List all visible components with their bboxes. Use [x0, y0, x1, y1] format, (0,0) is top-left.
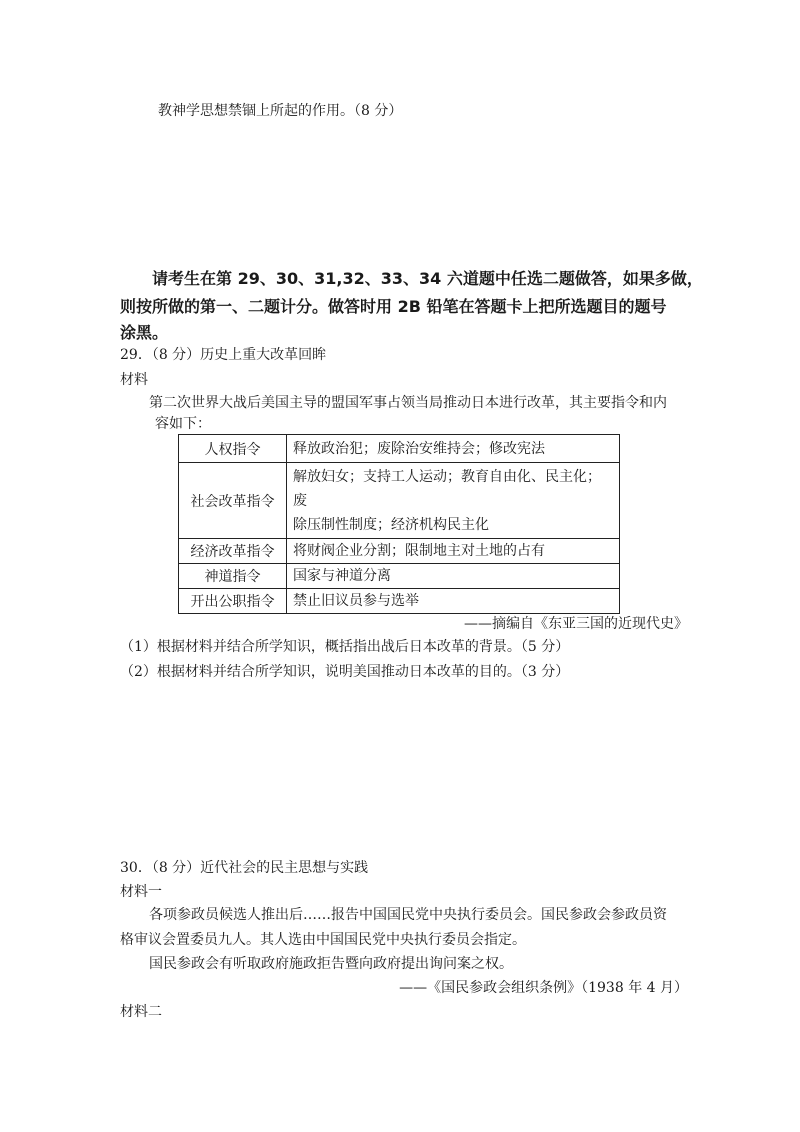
material-label: 材料 — [120, 372, 148, 388]
instruction-line-3: 涂黑。 — [120, 323, 169, 342]
directive-name: 社会改革指令 — [179, 463, 287, 539]
directive-name: 经济改革指令 — [179, 539, 287, 564]
question-30-title: 30．（8 分）近代社会的民主思想与实践 — [120, 860, 369, 876]
table-row — [179, 539, 620, 564]
directive-name: 开出公职指令 — [179, 589, 287, 614]
directives-table — [178, 434, 620, 614]
material-one-label: 材料一 — [120, 884, 162, 900]
sub-question-2: （2）根据材料并结合所学知识，说明美国推动日本改革的目的。（3 分） — [120, 664, 570, 680]
instruction-line-2: 则按所做的第一、二题计分。做答时用 2B 铅笔在答题卡上把所选题目的题号 — [120, 297, 667, 316]
directive-name: 神道指令 — [179, 564, 287, 589]
directive-content: 将财阀企业分割；限制地主对土地的占有 — [287, 539, 620, 564]
material-one-text-line-1: 各项参政员候选人推出后……报告中国国民党中央执行委员会。国民参政会参政员资 — [149, 907, 667, 923]
directive-content: 解放妇女；支持工人运动；教育自由化、民主化； 废 除压制性制度；经济机构民主化 — [287, 463, 620, 539]
material-text-line-2: 容如下： — [155, 416, 211, 432]
material-one-text-line-3: 国民参政会有听取政府施政拒告暨向政府提出询问案之权。 — [149, 956, 513, 972]
material-two-label: 材料二 — [120, 1004, 162, 1020]
table-row — [179, 435, 620, 463]
table-row — [179, 463, 620, 539]
directive-content: 国家与神道分离 — [287, 564, 620, 589]
table-row — [179, 589, 620, 614]
source-citation: ——摘编自《东亚三国的近现代史》 — [464, 616, 688, 632]
instruction-line-1: 请考生在第 29、30、31,32、33、34 六道题中任选二题做答，如果多做， — [152, 269, 703, 288]
directive-content: 禁止旧议员参与选举 — [287, 589, 620, 614]
question-28-tail: 教神学思想禁锢上所起的作用。（8 分） — [158, 103, 403, 119]
directive-content: 释放政治犯；废除治安维持会；修改宪法 — [287, 435, 620, 463]
material-one-source: ——《国民参政会组织条例》（1938 年 4 月） — [399, 980, 688, 996]
material-one-text-line-2: 格审议会置委员九人。其人选由中国国民党中央执行委员会指定。 — [120, 932, 526, 948]
material-text-line-1: 第二次世界大战后美国主导的盟国军事占领当局推动日本进行改革，其主要指令和内 — [149, 395, 667, 411]
question-29-title: 29．（8 分）历史上重大改革回眸 — [120, 347, 327, 363]
sub-question-1: （1）根据材料并结合所学知识，概括指出战后日本改革的背景。（5 分） — [120, 639, 570, 655]
table-row — [179, 564, 620, 589]
directive-name: 人权指令 — [179, 435, 287, 463]
